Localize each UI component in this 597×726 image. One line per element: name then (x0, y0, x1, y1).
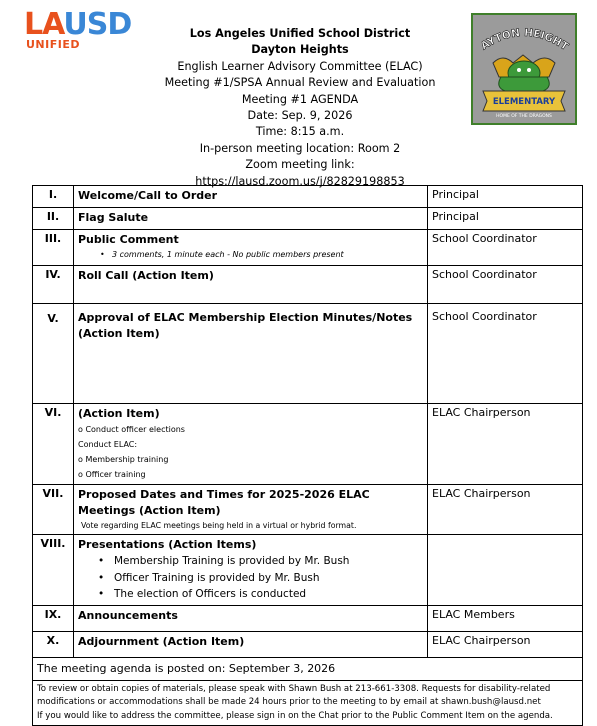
item-title: Public Comment (78, 233, 179, 246)
agenda-row (33, 535, 583, 606)
item-line: Conduct ELAC: (78, 440, 138, 449)
dragon-crest-icon (473, 15, 575, 123)
agenda-table (32, 185, 583, 726)
item-responsible: School Coordinator (428, 230, 583, 266)
lausd-logo-part2: USD (63, 7, 132, 42)
footer-row (33, 680, 583, 726)
meeting-location: In-person meeting location: Room 2 (199, 141, 401, 155)
item-cell (74, 605, 428, 631)
item-title: Flag Salute (78, 211, 149, 224)
agenda-row (33, 631, 583, 657)
footer-row (33, 657, 583, 680)
school-logo-motto: HOME OF THE DRAGONS (496, 114, 552, 119)
item-cell (74, 266, 428, 304)
item-line: o Officer training (78, 470, 146, 479)
item-cell (74, 230, 428, 266)
item-responsible: ELAC Chairperson (428, 631, 583, 657)
public-comment-note: If you would like to address the committee, please sign in on the Chat prior to the Public Comment Item on the agenda. (37, 710, 553, 721)
item-number: II. (33, 208, 74, 230)
item-responsible: Principal (428, 186, 583, 208)
item-responsible: ELAC Members (428, 605, 583, 631)
committee-name: English Learner Advisory Committee (ELAC) (177, 59, 423, 73)
item-responsible: Principal (428, 208, 583, 230)
item-cell (74, 208, 428, 230)
item-number: III. (33, 230, 74, 266)
item-note: Vote regarding ELAC meetings being held in a virtual or hybrid format. (81, 521, 357, 530)
item-cell (74, 535, 428, 606)
item-cell (74, 404, 428, 485)
item-line: o Membership training (78, 455, 169, 464)
item-cell (74, 631, 428, 657)
footer-notes-cell (33, 680, 583, 726)
item-number: IV. (33, 266, 74, 304)
agenda-row (33, 404, 583, 485)
item-number: V. (33, 304, 74, 404)
meeting-header (140, 26, 460, 190)
item-responsible: ELAC Chairperson (428, 485, 583, 535)
agenda-row (33, 266, 583, 304)
agenda-row (33, 186, 583, 208)
item-title: Welcome/Call to Order (78, 189, 218, 202)
item-title: Approval of ELAC Membership Election Minutes/Notes (Action Item) (78, 311, 413, 340)
meeting-title: Meeting #1/SPSA Annual Review and Evaluation (164, 76, 436, 90)
item-cell (74, 485, 428, 535)
item-responsible: ELAC Chairperson (428, 404, 583, 485)
district-name: Los Angeles Unified School District (189, 27, 411, 40)
item-title: Announcements (78, 608, 178, 622)
item-number: VIII. (33, 535, 74, 606)
item-cell (74, 304, 428, 404)
materials-note: To review or obtain copies of materials, please speak with Shawn Bush at 213-661-3308. Requests for disability-related modifications or accommodations shall be made 24 hours prior to the meeting to by email at shawn.bush@lausd.net (37, 683, 551, 707)
item-title: Proposed Dates and Times for 2025-2026 ELAC Meetings (Action Item) (78, 488, 370, 517)
item-responsible (428, 535, 583, 606)
item-line: o Conduct officer elections (78, 425, 185, 434)
item-bullet: • Membership Training is provided by Mr. Bush (78, 553, 423, 570)
item-title: (Action Item) (78, 407, 160, 420)
meeting-time: Time: 8:15 a.m. (255, 125, 345, 139)
school-logo-banner: ELEMENTARY (492, 97, 556, 107)
lausd-logo-text (24, 7, 132, 42)
lausd-unified-logo (24, 7, 154, 52)
item-number: VI. (33, 404, 74, 485)
agenda-row (33, 304, 583, 404)
agenda-row (33, 485, 583, 535)
item-number: IX. (33, 605, 74, 631)
agenda-posted-date: The meeting agenda is posted on: September 3, 2026 (33, 657, 583, 680)
item-responsible: School Coordinator (428, 304, 583, 404)
item-number: VII. (33, 485, 74, 535)
item-bullet: • Officer Training is provided by Mr. Bush (78, 570, 423, 587)
agenda-row (33, 208, 583, 230)
item-number: X. (33, 631, 74, 657)
agenda-title: Meeting #1 AGENDA (241, 92, 359, 106)
school-name: Dayton Heights (251, 43, 349, 57)
meeting-date: Date: Sep. 9, 2026 (247, 109, 353, 123)
unified-logo-text: UNIFIED (26, 38, 80, 51)
item-title: Adjournment (Action Item) (78, 634, 245, 648)
school-logo-top-text: AYTON HEIGHT (478, 26, 571, 54)
zoom-link[interactable]: Zoom meeting link: https://lausd.zoom.us/j/82829198853 (195, 158, 405, 188)
agenda-row (33, 230, 583, 266)
item-responsible: School Coordinator (428, 266, 583, 304)
dayton-heights-logo (471, 13, 577, 125)
lausd-logo-part1: LA (24, 7, 64, 42)
agenda-row (33, 605, 583, 631)
item-number: I. (33, 186, 74, 208)
item-title: Presentations (Action Items) (78, 538, 257, 551)
item-bullet: • The election of Officers is conducted (78, 586, 423, 603)
item-note: • 3 comments, 1 minute each - No public members present (78, 248, 423, 262)
item-title: Roll Call (Action Item) (78, 269, 214, 282)
item-cell (74, 186, 428, 208)
